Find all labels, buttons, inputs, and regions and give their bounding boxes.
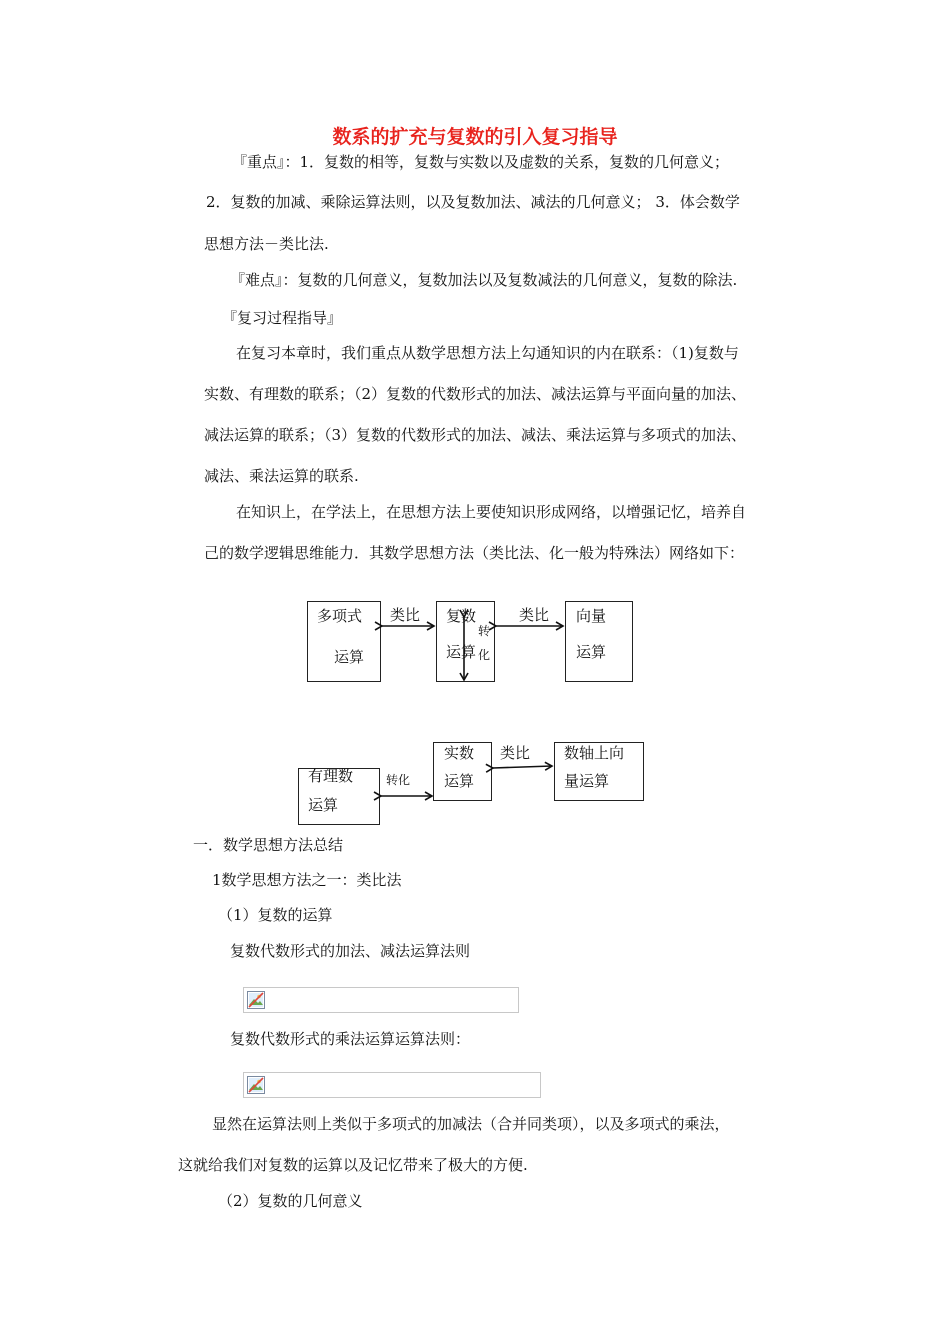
arrow-real-axis xyxy=(493,766,552,768)
complex-label-2: 运算 xyxy=(446,643,477,661)
subsection-1: 1数学思想方法之一：类比法 xyxy=(212,871,402,889)
para1-line-4: 减法、乘法运算的联系. xyxy=(204,467,359,485)
conclusion-line-2: 这就给我们对复数的运算以及记忆带来了极大的方便. xyxy=(178,1156,528,1174)
vector-label-1: 向量 xyxy=(576,607,607,625)
section-heading-1: 一．数学思想方法总结 xyxy=(193,836,344,854)
polynomial-label-1: 多项式 xyxy=(317,607,363,625)
broken-image-icon xyxy=(247,1076,265,1094)
axis-vector-label-1: 数轴上向 xyxy=(564,744,625,762)
complex-label-1: 复数 xyxy=(446,607,477,625)
rule-add-text: 复数代数形式的加法、减法运算法则 xyxy=(230,942,471,960)
transform-label-h: 转化 xyxy=(386,773,411,787)
broken-image-icon xyxy=(247,991,265,1009)
formula-image-mul xyxy=(243,1072,541,1098)
rational-label-1: 有理数 xyxy=(308,767,354,785)
para2-line-2: 己的数学逻辑思维能力．其数学思想方法（类比法、化一般为特殊法）网络如下： xyxy=(204,544,745,562)
subsection-1-2: （2）复数的几何意义 xyxy=(218,1192,363,1210)
rational-label-2: 运算 xyxy=(308,796,339,814)
process-heading: 『复习过程指导』 xyxy=(222,309,343,327)
analogy-label-1: 类比 xyxy=(390,606,421,624)
keypoints-line-3: 思想方法－类比法. xyxy=(204,235,329,253)
analogy-label-3: 类比 xyxy=(500,744,531,762)
real-label-2: 运算 xyxy=(444,772,475,790)
rule-mul-text: 复数代数形式的乘法运算运算法则： xyxy=(230,1030,471,1048)
axis-vector-label-2: 量运算 xyxy=(564,772,610,790)
analogy-label-2: 类比 xyxy=(519,606,550,624)
para1-line-1: 在复习本章时，我们重点从数学思想方法上勾通知识的内在联系：（1)复数与 xyxy=(236,344,739,362)
vector-label-2: 运算 xyxy=(576,643,607,661)
subsection-1-1: （1）复数的运算 xyxy=(218,906,333,924)
para1-line-2: 实数、有理数的联系；（2）复数的代数形式的加法、减法运算与平面向量的加法、 xyxy=(204,385,747,403)
difficulty-line: 『难点』：复数的几何意义，复数加法以及复数减法的几何意义，复数的除法. xyxy=(230,271,738,289)
real-label-1: 实数 xyxy=(444,744,475,762)
formula-image-add xyxy=(243,987,519,1013)
page-title: 数系的扩充与复数的引入复习指导 xyxy=(332,126,618,148)
para1-line-3: 减法运算的联系；（3）复数的代数形式的加法、减法、乘法运算与多项式的加法、 xyxy=(204,426,747,444)
transform-label-v1: 转 xyxy=(478,624,491,638)
keypoints-line-2: 2．复数的加减、乘除运算法则，以及复数加法、减法的几何意义； 3．体会数学 xyxy=(206,193,740,211)
polynomial-label-2: 运算 xyxy=(334,648,365,666)
conclusion-line-1: 显然在运算法则上类似于多项式的加减法（合并同类项），以及多项式的乘法， xyxy=(212,1115,730,1133)
keypoints-line-1: 『重点』：1．复数的相等，复数与实数以及虚数的关系，复数的几何意义； xyxy=(232,153,730,171)
para2-line-1: 在知识上，在学法上，在思想方法上要使知识形成网络，以增强记忆，培养自 xyxy=(236,503,747,521)
transform-label-v2: 化 xyxy=(478,648,491,662)
